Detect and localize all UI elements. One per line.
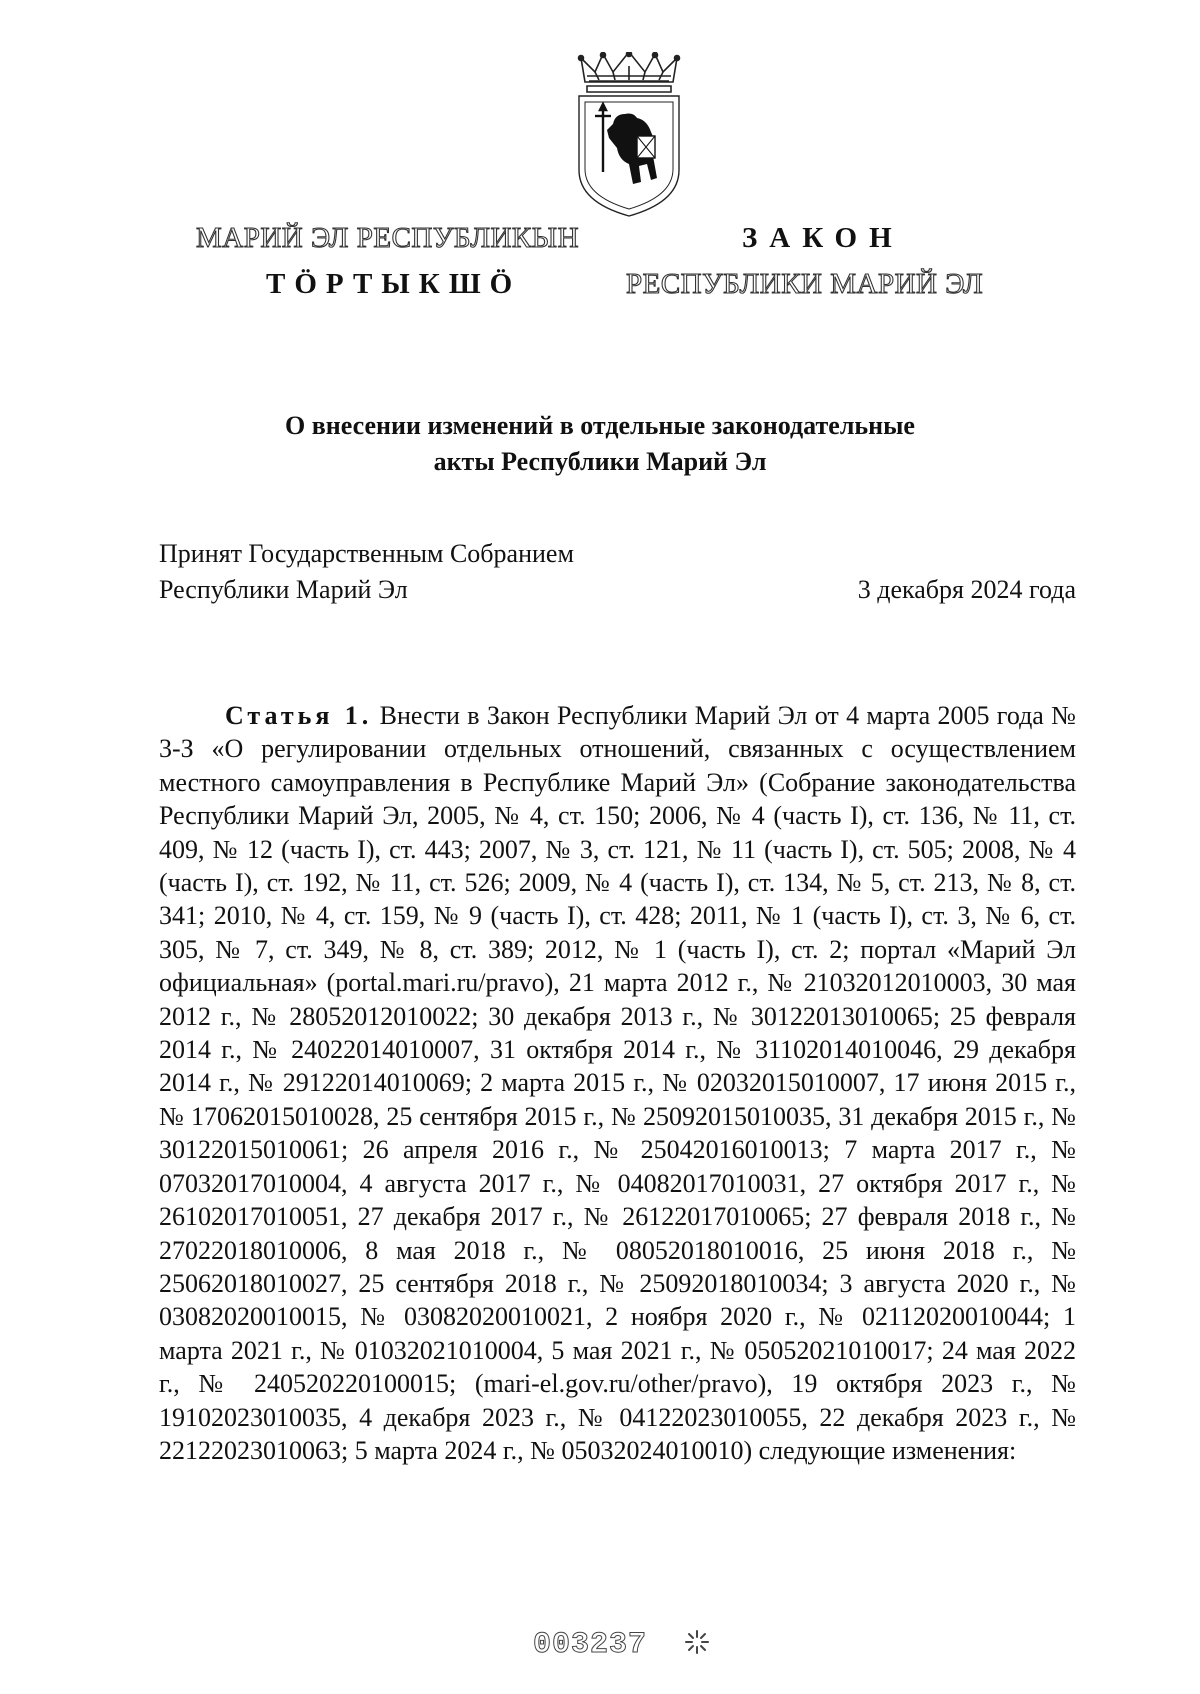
serial-number: 003237 xyxy=(533,1628,648,1662)
adoption-statement xyxy=(159,536,574,608)
title-line-1: О внесении изменений в отдельные законодательные xyxy=(285,411,915,440)
document-title xyxy=(0,408,1200,480)
asterisk-icon xyxy=(684,1629,710,1655)
header-right-top: ЗАКОН xyxy=(742,222,904,254)
adoption-line-2: Республики Марий Эл xyxy=(159,575,408,604)
coat-of-arms-icon xyxy=(573,52,685,220)
header-left-bottom: ТӦРТЫКШӦ xyxy=(266,268,522,300)
article-label: Статья 1. xyxy=(225,701,373,730)
adoption-date: 3 декабря 2024 года xyxy=(857,575,1076,604)
article-1 xyxy=(159,699,1076,1467)
title-line-2: акты Республики Марий Эл xyxy=(433,447,767,476)
header-left-top: МАРИЙ ЭЛ РЕСПУБЛИКЫН xyxy=(196,222,580,254)
adoption-line-1: Принят Государственным Собранием xyxy=(159,539,574,568)
header-right-bottom: РЕСПУБЛИКИ МАРИЙ ЭЛ xyxy=(626,268,984,300)
article-text: Внести в Закон Республики Марий Эл от 4 марта 2005 года № 3-З «О регулировании отдельных отношений, связанных с осуществлением местного самоуправления в Республике Марий Эл» (Собрание законодательства Республики Марий Эл, 2005, № 4, ст. 150; 2006, № 4 (часть I), ст. 136, № 11, ст. 409, № 12 (часть I), ст. 443; 2007, № 3, ст. 121, № 11 (часть I), ст. 505; 2008, № 4 (часть I), ст. 192, № 11, ст. 526; 2009, № 4 (часть I), ст. 134, № 5, ст. 213, № 8, ст. 341; 2010, № 4, ст. 159, № 9 (часть I), ст. 428; 2011, № 1 (часть I), ст. 3, № 6, ст. 305, № 7, ст. 349, № 8, ст. 389; 2012, № 1 (часть I), ст. 2; портал «Марий Эл официальная» (portal.mari.ru/pravo), 21 марта 2012 г., № 21032012010003, 30 мая 2012 г., № 28052012010022; 30 декабря 2013 г., № 30122013010065; 25 февраля 2014 г., № 24022014010007, 31 октября 2014 г., № 31102014010046, 29 декабря 2014 г., № 29122014010069; 2 марта 2015 г., № 02032015010007, 17 июня 2015 г., № 17062015010028, 25 сентября 2015 г., № 25092015010035, 31 декабря 2015 г., № 30122015010061; 26 апреля 2016 г., № 25042016010013; 7 марта 2017 г., № 07032017010004, 4 августа 2017 г., № 04082017010031, 27 октября 2017 г., № 26102017010051, 27 декабря 2017 г., № 26122017010065; 27 февраля 2018 г., № 27022018010006, 8 мая 2018 г., № 08052018010016, 25 июня 2018 г., № 25062018010027, 25 сентября 2018 г., № 25092018010034; 3 августа 2020 г., № 03082020010015, № 03082020010021, 2 ноября 2020 г., № 02112020010044; 1 марта 2021 г., № 01032021010004, 5 мая 2021 г., № 05052021010017; 24 мая 2022 г., № 240520220100015; (mari-el.gov.ru/other/pravo), 19 октября 2023 г., № 19102023010035, 4 декабря 2023 г., № 04122023010055, 22 декабря 2023 г., № 22122023010063; 5 марта 2024 г., № 05032024010010) следующие изменения: xyxy=(159,701,1076,1465)
